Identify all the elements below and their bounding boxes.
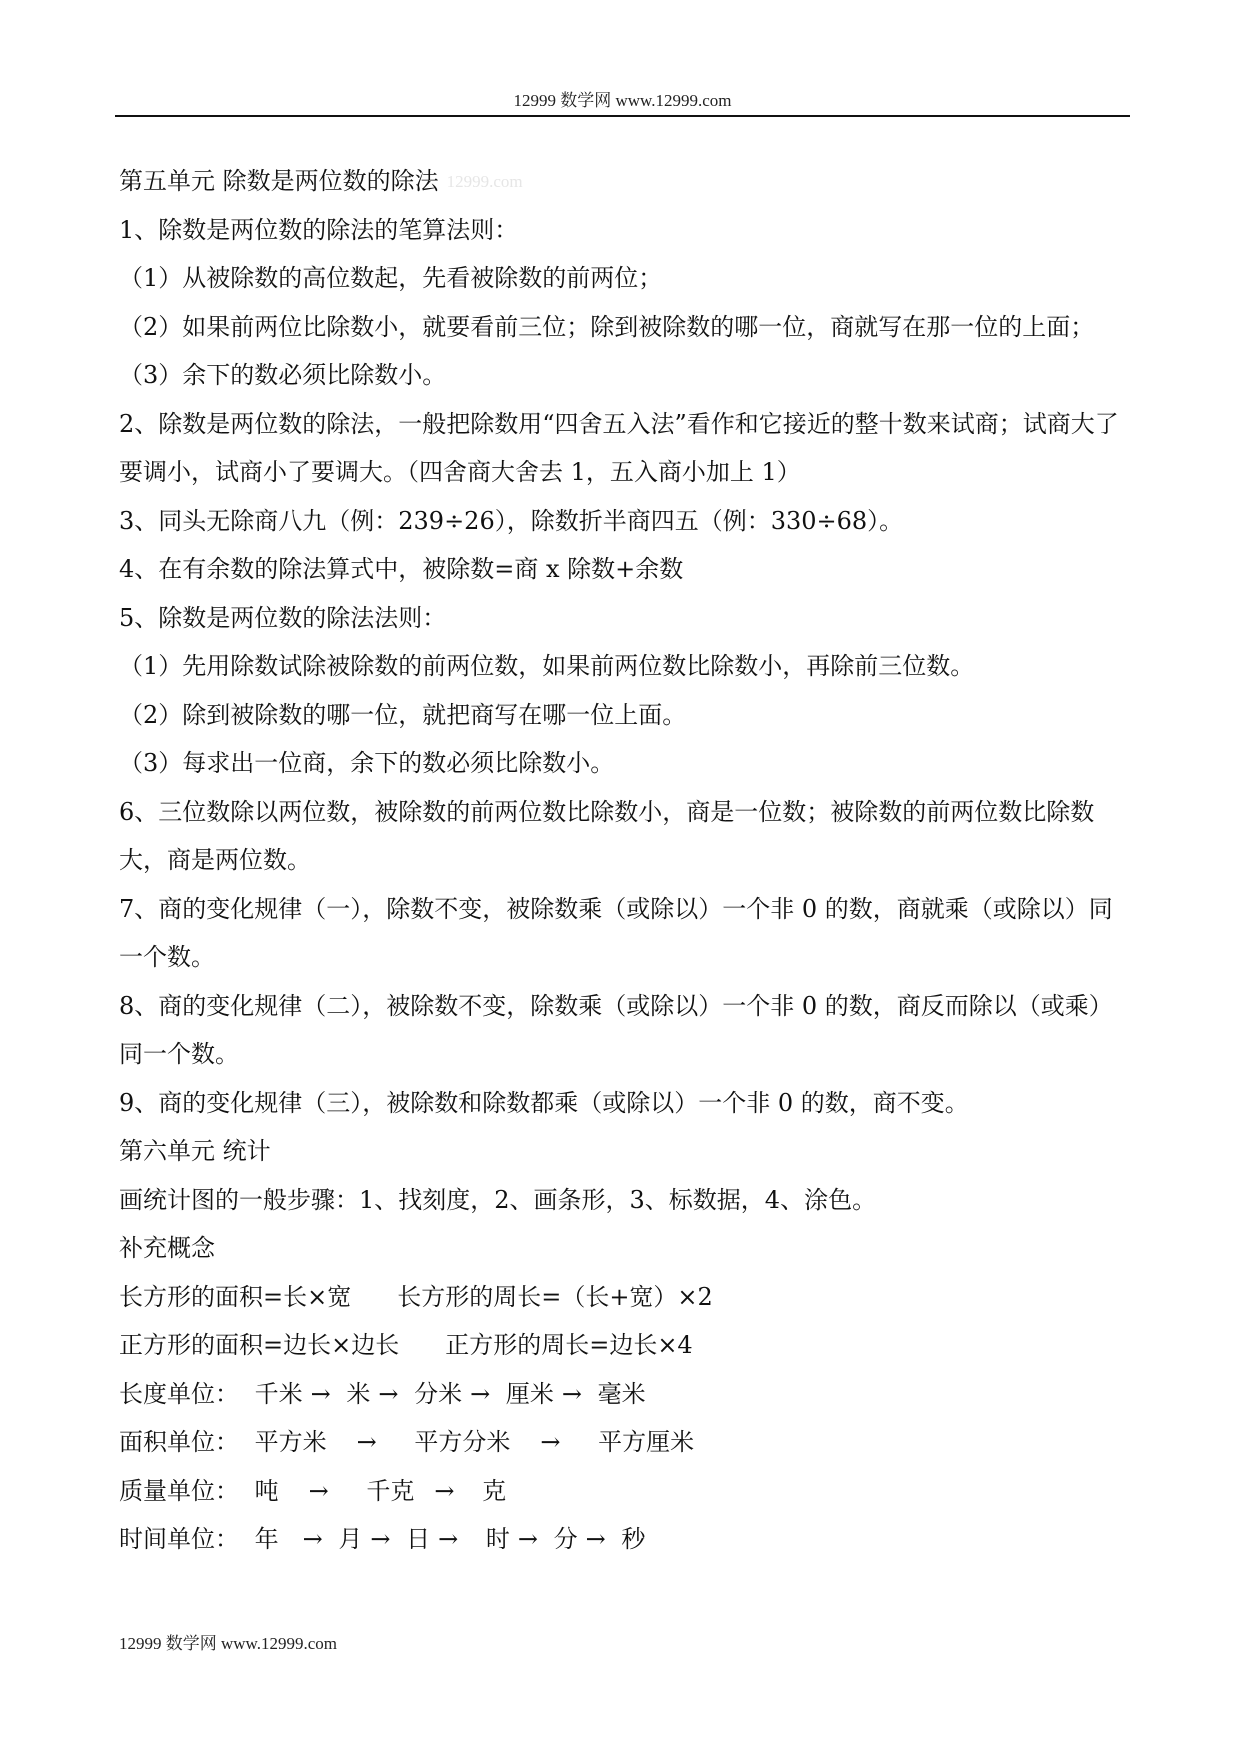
page-footer: 12999 数学网 www.12999.com — [119, 1634, 337, 1653]
arrow-right-icon: → — [434, 1476, 455, 1505]
unit5-item-2: 2、除数是两位数的除法，一般把除数用“四舍五入法”看作和它接近的整十数来试商；试商大了要调小，试商小了要调大。（四舍商大舍去 1，五入商小加上 1） — [119, 409, 1119, 486]
arrow-right-icon: → — [561, 1379, 582, 1408]
unit5-item-8: 8、商的变化规律（二），被除数不变，除数乘（或除以）一个非 0 的数，商反而除以（或乘）同一个数。 — [119, 991, 1113, 1068]
rectangle-formulas — [119, 1273, 1131, 1322]
unit6-heading: 第六单元 统计 — [119, 1137, 271, 1165]
unit5-item-1-1: （1）从被除数的高位数起，先看被除数的前两位； — [119, 264, 663, 292]
arrow-right-icon: → — [585, 1525, 606, 1553]
square-area-formula: 正方形的面积=边长×边长 — [119, 1331, 400, 1359]
unit5-item-7: 7、商的变化规律（一），除数不变，被除数乘（或除以）一个非 0 的数，商就乘（或除以）同一个数。 — [119, 894, 1113, 971]
page-header: 12999 数学网 www.12999.com — [513, 91, 732, 110]
length-units-row — [119, 1370, 1131, 1419]
unit5-item-1-2: （2）如果前两位比除数小，就要看前三位；除到被除数的哪一位，商就写在那一位的上面； — [119, 312, 1095, 341]
arrow-right-icon: → — [308, 1476, 329, 1505]
unit5-item-9: 9、商的变化规律（三），被除数和除数都乘（或除以）一个非 0 的数，商不变。 — [119, 1088, 969, 1117]
arrow-right-icon: → — [378, 1379, 399, 1408]
length-unit: 千米 — [254, 1379, 303, 1408]
mass-unit: 千克 — [366, 1476, 415, 1505]
mass-unit: 克 — [482, 1476, 507, 1505]
unit5-item-5-1: （1）先用除数试除被除数的前两位数，如果前两位数比除数小，再除前三位数。 — [119, 652, 975, 680]
length-units-label: 长度单位： — [119, 1379, 239, 1408]
area-unit: 平方厘米 — [598, 1428, 695, 1456]
length-unit: 毫米 — [597, 1379, 646, 1408]
supplement-heading: 补充概念 — [119, 1234, 215, 1262]
arrow-right-icon: → — [517, 1525, 538, 1553]
header-divider — [115, 115, 1130, 117]
rectangle-area-formula: 长方形的面积=长×宽 — [119, 1282, 352, 1311]
arrow-right-icon: → — [356, 1428, 377, 1456]
mass-units-row — [119, 1467, 1131, 1516]
time-unit: 月 — [338, 1525, 363, 1553]
unit5-item-1-3: （3）余下的数必须比除数小。 — [119, 361, 447, 389]
time-unit: 秒 — [621, 1525, 646, 1553]
area-units-row — [119, 1418, 1131, 1467]
time-unit: 年 — [254, 1525, 279, 1553]
unit5-item-5: 5、除数是两位数的除法法则： — [119, 603, 447, 632]
arrow-right-icon: → — [470, 1379, 491, 1408]
square-perimeter-formula: 正方形的周长=边长×4 — [445, 1331, 693, 1359]
time-unit: 分 — [553, 1525, 578, 1553]
area-units-label: 面积单位： — [119, 1428, 239, 1456]
length-unit: 米 — [346, 1379, 371, 1408]
unit5-heading — [119, 157, 1131, 206]
time-units-label: 时间单位： — [119, 1525, 239, 1553]
unit5-item-6: 6、三位数除以两位数，被除数的前两位数比除数小，商是一位数；被除数的前两位数比除数大，商是两位数。 — [119, 797, 1095, 874]
arrow-right-icon: → — [310, 1379, 331, 1408]
area-unit: 平方分米 — [414, 1428, 511, 1456]
watermark-text: 12999.com — [446, 171, 523, 191]
area-unit: 平方米 — [254, 1428, 327, 1456]
unit5-item-4: 4、在有余数的除法算式中，被除数=商 x 除数+余数 — [119, 555, 684, 583]
square-formulas — [119, 1321, 1131, 1370]
mass-unit: 吨 — [254, 1476, 279, 1505]
mass-units-label: 质量单位： — [119, 1476, 239, 1505]
unit5-item-5-2: （2）除到被除数的哪一位，就把商写在哪一位上面。 — [119, 700, 687, 729]
arrow-right-icon: → — [302, 1525, 323, 1553]
unit5-item-1: 1、除数是两位数的除法的笔算法则： — [119, 215, 519, 244]
unit6-item-1: 画统计图的一般步骤：1、找刻度，2、画条形，3、标数据，4、涂色。 — [119, 1185, 877, 1214]
document-body — [119, 157, 1131, 1564]
unit5-title: 第五单元 除数是两位数的除法 — [119, 167, 439, 195]
length-unit: 分米 — [414, 1379, 463, 1408]
time-unit: 时 — [485, 1525, 510, 1553]
arrow-right-icon: → — [540, 1428, 561, 1456]
arrow-right-icon: → — [438, 1525, 459, 1553]
rectangle-perimeter-formula: 长方形的周长=（长+宽）×2 — [397, 1282, 713, 1311]
time-unit: 日 — [406, 1525, 431, 1553]
time-units-row — [119, 1515, 1131, 1564]
unit5-item-3: 3、同头无除商八九（例：239÷26），除数折半商四五（例：330÷68）。 — [119, 506, 904, 535]
arrow-right-icon: → — [370, 1525, 391, 1553]
unit5-item-5-3: （3）每求出一位商，余下的数必须比除数小。 — [119, 749, 615, 777]
length-unit: 厘米 — [505, 1379, 554, 1408]
